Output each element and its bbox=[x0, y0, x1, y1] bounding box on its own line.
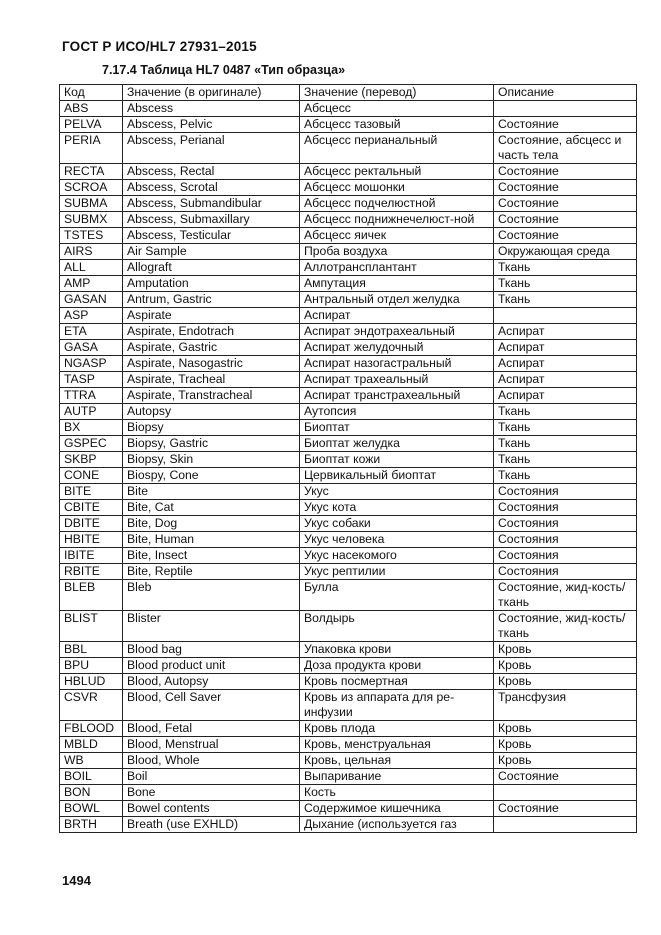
cell-description: Ткань bbox=[494, 292, 637, 308]
cell-code: HBLUD bbox=[60, 674, 123, 690]
cell-original: Abscess, Pelvic bbox=[123, 117, 300, 133]
cell-translation: Биоптат bbox=[300, 420, 494, 436]
table-row bbox=[60, 452, 637, 468]
column-header-code: Код bbox=[60, 85, 123, 101]
cell-code: HBITE bbox=[60, 532, 123, 548]
table-row bbox=[60, 801, 637, 817]
table-row bbox=[60, 292, 637, 308]
cell-code: AUTP bbox=[60, 404, 123, 420]
cell-code: AIRS bbox=[60, 244, 123, 260]
cell-code: TTRA bbox=[60, 388, 123, 404]
table-row bbox=[60, 468, 637, 484]
cell-original: Bowel contents bbox=[123, 801, 300, 817]
cell-code: BRTH bbox=[60, 817, 123, 833]
cell-translation: Аспират эндотрахеальный bbox=[300, 324, 494, 340]
cell-code: GSPEC bbox=[60, 436, 123, 452]
cell-original: Bite, Human bbox=[123, 532, 300, 548]
cell-original: Abscess, Rectal bbox=[123, 164, 300, 180]
page-number: 1494 bbox=[62, 873, 91, 888]
cell-original: Breath (use EXHLD) bbox=[123, 817, 300, 833]
cell-description bbox=[494, 817, 637, 833]
cell-translation: Абсцесс ректальный bbox=[300, 164, 494, 180]
cell-translation: Доза продукта крови bbox=[300, 658, 494, 674]
cell-description: Состояние, абсцесс и часть тела bbox=[494, 133, 637, 164]
cell-description: Ткань bbox=[494, 260, 637, 276]
cell-code: GASAN bbox=[60, 292, 123, 308]
cell-description: Кровь bbox=[494, 737, 637, 753]
table-row bbox=[60, 212, 637, 228]
cell-code: BPU bbox=[60, 658, 123, 674]
table-row bbox=[60, 420, 637, 436]
table-row bbox=[60, 484, 637, 500]
cell-code: IBITE bbox=[60, 548, 123, 564]
cell-description: Состояние, жид-кость/ткань bbox=[494, 580, 637, 611]
cell-description: Аспират bbox=[494, 356, 637, 372]
cell-description: Аспират bbox=[494, 324, 637, 340]
cell-translation: Абсцесс bbox=[300, 101, 494, 117]
cell-original: Air Sample bbox=[123, 244, 300, 260]
cell-translation: Кость bbox=[300, 785, 494, 801]
cell-code: ASP bbox=[60, 308, 123, 324]
cell-translation: Аспират транстрахеальный bbox=[300, 388, 494, 404]
cell-description: Кровь bbox=[494, 674, 637, 690]
cell-translation: Абсцесс поднижнечелюст-ной bbox=[300, 212, 494, 228]
table-row bbox=[60, 404, 637, 420]
cell-original: Aspirate, Gastric bbox=[123, 340, 300, 356]
column-header-original: Значение (в оригинале) bbox=[123, 85, 300, 101]
cell-code: ETA bbox=[60, 324, 123, 340]
cell-translation: Укус насекомого bbox=[300, 548, 494, 564]
cell-description: Состояния bbox=[494, 532, 637, 548]
specimen-type-table bbox=[59, 84, 636, 833]
cell-original: Bleb bbox=[123, 580, 300, 611]
cell-translation: Кровь, цельная bbox=[300, 753, 494, 769]
cell-translation: Дыхание (используется газ bbox=[300, 817, 494, 833]
cell-translation: Укус кота bbox=[300, 500, 494, 516]
cell-description: Ткань bbox=[494, 436, 637, 452]
cell-description: Кровь bbox=[494, 721, 637, 737]
cell-description: Состояния bbox=[494, 548, 637, 564]
cell-original: Abscess, Perianal bbox=[123, 133, 300, 164]
cell-code: BON bbox=[60, 785, 123, 801]
cell-translation: Биоптат желудка bbox=[300, 436, 494, 452]
table-row bbox=[60, 164, 637, 180]
table-row bbox=[60, 564, 637, 580]
cell-code: RBITE bbox=[60, 564, 123, 580]
cell-translation: Аллотрансплантант bbox=[300, 260, 494, 276]
cell-translation: Абсцесс мошонки bbox=[300, 180, 494, 196]
cell-description: Ткань bbox=[494, 452, 637, 468]
cell-original: Amputation bbox=[123, 276, 300, 292]
table-row bbox=[60, 674, 637, 690]
cell-translation: Аспират желудочный bbox=[300, 340, 494, 356]
cell-translation: Аспират bbox=[300, 308, 494, 324]
cell-original: Blood bag bbox=[123, 642, 300, 658]
cell-translation: Кровь посмертная bbox=[300, 674, 494, 690]
cell-translation: Выпаривание bbox=[300, 769, 494, 785]
cell-description: Состояние bbox=[494, 180, 637, 196]
cell-original: Blood product unit bbox=[123, 658, 300, 674]
cell-description: Состояния bbox=[494, 564, 637, 580]
table-row bbox=[60, 324, 637, 340]
cell-original: Blood, Autopsy bbox=[123, 674, 300, 690]
cell-code: WB bbox=[60, 753, 123, 769]
table-row bbox=[60, 276, 637, 292]
table-row bbox=[60, 372, 637, 388]
cell-original: Autopsy bbox=[123, 404, 300, 420]
cell-description: Кровь bbox=[494, 642, 637, 658]
table bbox=[59, 84, 637, 833]
cell-code: SKBP bbox=[60, 452, 123, 468]
cell-description: Аспират bbox=[494, 340, 637, 356]
cell-translation: Кровь, менструальная bbox=[300, 737, 494, 753]
cell-original: Boil bbox=[123, 769, 300, 785]
cell-original: Aspirate, Nasogastric bbox=[123, 356, 300, 372]
cell-original: Blood, Cell Saver bbox=[123, 690, 300, 721]
table-row bbox=[60, 228, 637, 244]
cell-code: AMP bbox=[60, 276, 123, 292]
cell-translation: Укус собаки bbox=[300, 516, 494, 532]
table-row bbox=[60, 117, 637, 133]
table-row bbox=[60, 642, 637, 658]
cell-original: Biopsy, Skin bbox=[123, 452, 300, 468]
cell-code: SUBMA bbox=[60, 196, 123, 212]
cell-translation: Аспират назогастральный bbox=[300, 356, 494, 372]
table-row bbox=[60, 721, 637, 737]
cell-description: Состояние bbox=[494, 196, 637, 212]
table-title: 7.17.4 Таблица HL7 0487 «Тип образца» bbox=[102, 63, 346, 77]
cell-translation: Волдырь bbox=[300, 611, 494, 642]
cell-description bbox=[494, 101, 637, 117]
cell-description: Ткань bbox=[494, 468, 637, 484]
cell-translation: Цервикальный биоптат bbox=[300, 468, 494, 484]
cell-description: Трансфузия bbox=[494, 690, 637, 721]
table-row bbox=[60, 244, 637, 260]
cell-code: CSVR bbox=[60, 690, 123, 721]
table-body bbox=[60, 101, 637, 833]
cell-code: FBLOOD bbox=[60, 721, 123, 737]
cell-translation: Проба воздуха bbox=[300, 244, 494, 260]
cell-original: Bite bbox=[123, 484, 300, 500]
table-row bbox=[60, 356, 637, 372]
table-row bbox=[60, 532, 637, 548]
table-row bbox=[60, 196, 637, 212]
cell-description: Состояние bbox=[494, 117, 637, 133]
cell-code: SUBMX bbox=[60, 212, 123, 228]
cell-description: Аспират bbox=[494, 372, 637, 388]
cell-code: CONE bbox=[60, 468, 123, 484]
table-row bbox=[60, 180, 637, 196]
cell-translation: Булла bbox=[300, 580, 494, 611]
cell-code: ABS bbox=[60, 101, 123, 117]
table-row bbox=[60, 611, 637, 642]
table-row bbox=[60, 388, 637, 404]
cell-code: CBITE bbox=[60, 500, 123, 516]
table-row bbox=[60, 580, 637, 611]
cell-description: Состояние bbox=[494, 801, 637, 817]
cell-description: Состояния bbox=[494, 500, 637, 516]
cell-description: Аспират bbox=[494, 388, 637, 404]
cell-code: PELVA bbox=[60, 117, 123, 133]
table-header-row bbox=[60, 85, 637, 101]
cell-description bbox=[494, 785, 637, 801]
cell-description bbox=[494, 308, 637, 324]
cell-translation: Укус bbox=[300, 484, 494, 500]
table-row bbox=[60, 133, 637, 164]
cell-code: BOIL bbox=[60, 769, 123, 785]
cell-code: TSTES bbox=[60, 228, 123, 244]
cell-translation: Абсцесс подчелюстной bbox=[300, 196, 494, 212]
cell-code: BOWL bbox=[60, 801, 123, 817]
cell-code: SCROA bbox=[60, 180, 123, 196]
cell-description: Ткань bbox=[494, 404, 637, 420]
column-header-translation: Значение (перевод) bbox=[300, 85, 494, 101]
cell-code: GASA bbox=[60, 340, 123, 356]
cell-translation: Содержимое кишечника bbox=[300, 801, 494, 817]
cell-original: Abscess, Submandibular bbox=[123, 196, 300, 212]
cell-description: Окружающая среда bbox=[494, 244, 637, 260]
table-row bbox=[60, 548, 637, 564]
cell-description: Состояние, жид-кость/ткань bbox=[494, 611, 637, 642]
cell-original: Bite, Reptile bbox=[123, 564, 300, 580]
cell-code: ALL bbox=[60, 260, 123, 276]
cell-code: TASP bbox=[60, 372, 123, 388]
cell-translation: Биоптат кожи bbox=[300, 452, 494, 468]
cell-description: Состояние bbox=[494, 228, 637, 244]
table-row bbox=[60, 658, 637, 674]
table-row bbox=[60, 516, 637, 532]
cell-description: Кровь bbox=[494, 658, 637, 674]
cell-original: Blood, Menstrual bbox=[123, 737, 300, 753]
cell-original: Abscess, Scrotal bbox=[123, 180, 300, 196]
cell-original: Aspirate bbox=[123, 308, 300, 324]
cell-code: BLEB bbox=[60, 580, 123, 611]
cell-translation: Кровь плода bbox=[300, 721, 494, 737]
cell-original: Abscess, Submaxillary bbox=[123, 212, 300, 228]
cell-code: BX bbox=[60, 420, 123, 436]
cell-original: Aspirate, Tracheal bbox=[123, 372, 300, 388]
table-row bbox=[60, 260, 637, 276]
cell-original: Abscess, Testicular bbox=[123, 228, 300, 244]
cell-translation: Аутопсия bbox=[300, 404, 494, 420]
table-row bbox=[60, 753, 637, 769]
cell-original: Bite, Dog bbox=[123, 516, 300, 532]
table-row bbox=[60, 769, 637, 785]
table-row bbox=[60, 690, 637, 721]
cell-description: Состояния bbox=[494, 484, 637, 500]
table-row bbox=[60, 436, 637, 452]
cell-description: Кровь bbox=[494, 753, 637, 769]
document-id: ГОСТ Р ИСО/HL7 27931–2015 bbox=[62, 39, 257, 54]
cell-code: MBLD bbox=[60, 737, 123, 753]
table-row bbox=[60, 817, 637, 833]
cell-code: PERIA bbox=[60, 133, 123, 164]
cell-original: Biopsy bbox=[123, 420, 300, 436]
cell-translation: Укус рептилии bbox=[300, 564, 494, 580]
cell-description: Ткань bbox=[494, 420, 637, 436]
cell-original: Biospy, Cone bbox=[123, 468, 300, 484]
cell-translation: Абсцесс яичек bbox=[300, 228, 494, 244]
cell-code: BLIST bbox=[60, 611, 123, 642]
cell-translation: Аспират трахеальный bbox=[300, 372, 494, 388]
cell-translation: Укус человека bbox=[300, 532, 494, 548]
cell-description: Состояние bbox=[494, 164, 637, 180]
cell-code: BBL bbox=[60, 642, 123, 658]
cell-code: BITE bbox=[60, 484, 123, 500]
cell-original: Aspirate, Transtracheal bbox=[123, 388, 300, 404]
cell-translation: Абсцесс тазовый bbox=[300, 117, 494, 133]
cell-translation: Ампутация bbox=[300, 276, 494, 292]
cell-original: Allograft bbox=[123, 260, 300, 276]
cell-description: Ткань bbox=[494, 276, 637, 292]
cell-original: Antrum, Gastric bbox=[123, 292, 300, 308]
cell-original: Bite, Insect bbox=[123, 548, 300, 564]
cell-description: Состояние bbox=[494, 212, 637, 228]
cell-original: Bite, Cat bbox=[123, 500, 300, 516]
cell-original: Bone bbox=[123, 785, 300, 801]
cell-original: Blood, Whole bbox=[123, 753, 300, 769]
cell-translation: Антральный отдел желудка bbox=[300, 292, 494, 308]
cell-original: Blood, Fetal bbox=[123, 721, 300, 737]
cell-original: Biopsy, Gastric bbox=[123, 436, 300, 452]
cell-translation: Абсцесс перианальный bbox=[300, 133, 494, 164]
cell-original: Abscess bbox=[123, 101, 300, 117]
table-row bbox=[60, 737, 637, 753]
table-row bbox=[60, 340, 637, 356]
table-row bbox=[60, 101, 637, 117]
cell-description: Состояние bbox=[494, 769, 637, 785]
cell-original: Blister bbox=[123, 611, 300, 642]
cell-code: RECTA bbox=[60, 164, 123, 180]
column-header-description: Описание bbox=[494, 85, 637, 101]
table-row bbox=[60, 500, 637, 516]
table-row bbox=[60, 308, 637, 324]
table-row bbox=[60, 785, 637, 801]
cell-code: DBITE bbox=[60, 516, 123, 532]
cell-translation: Упаковка крови bbox=[300, 642, 494, 658]
cell-code: NGASP bbox=[60, 356, 123, 372]
cell-original: Aspirate, Endotrach bbox=[123, 324, 300, 340]
cell-translation: Кровь из аппарата для ре-инфузии bbox=[300, 690, 494, 721]
cell-description: Состояния bbox=[494, 516, 637, 532]
